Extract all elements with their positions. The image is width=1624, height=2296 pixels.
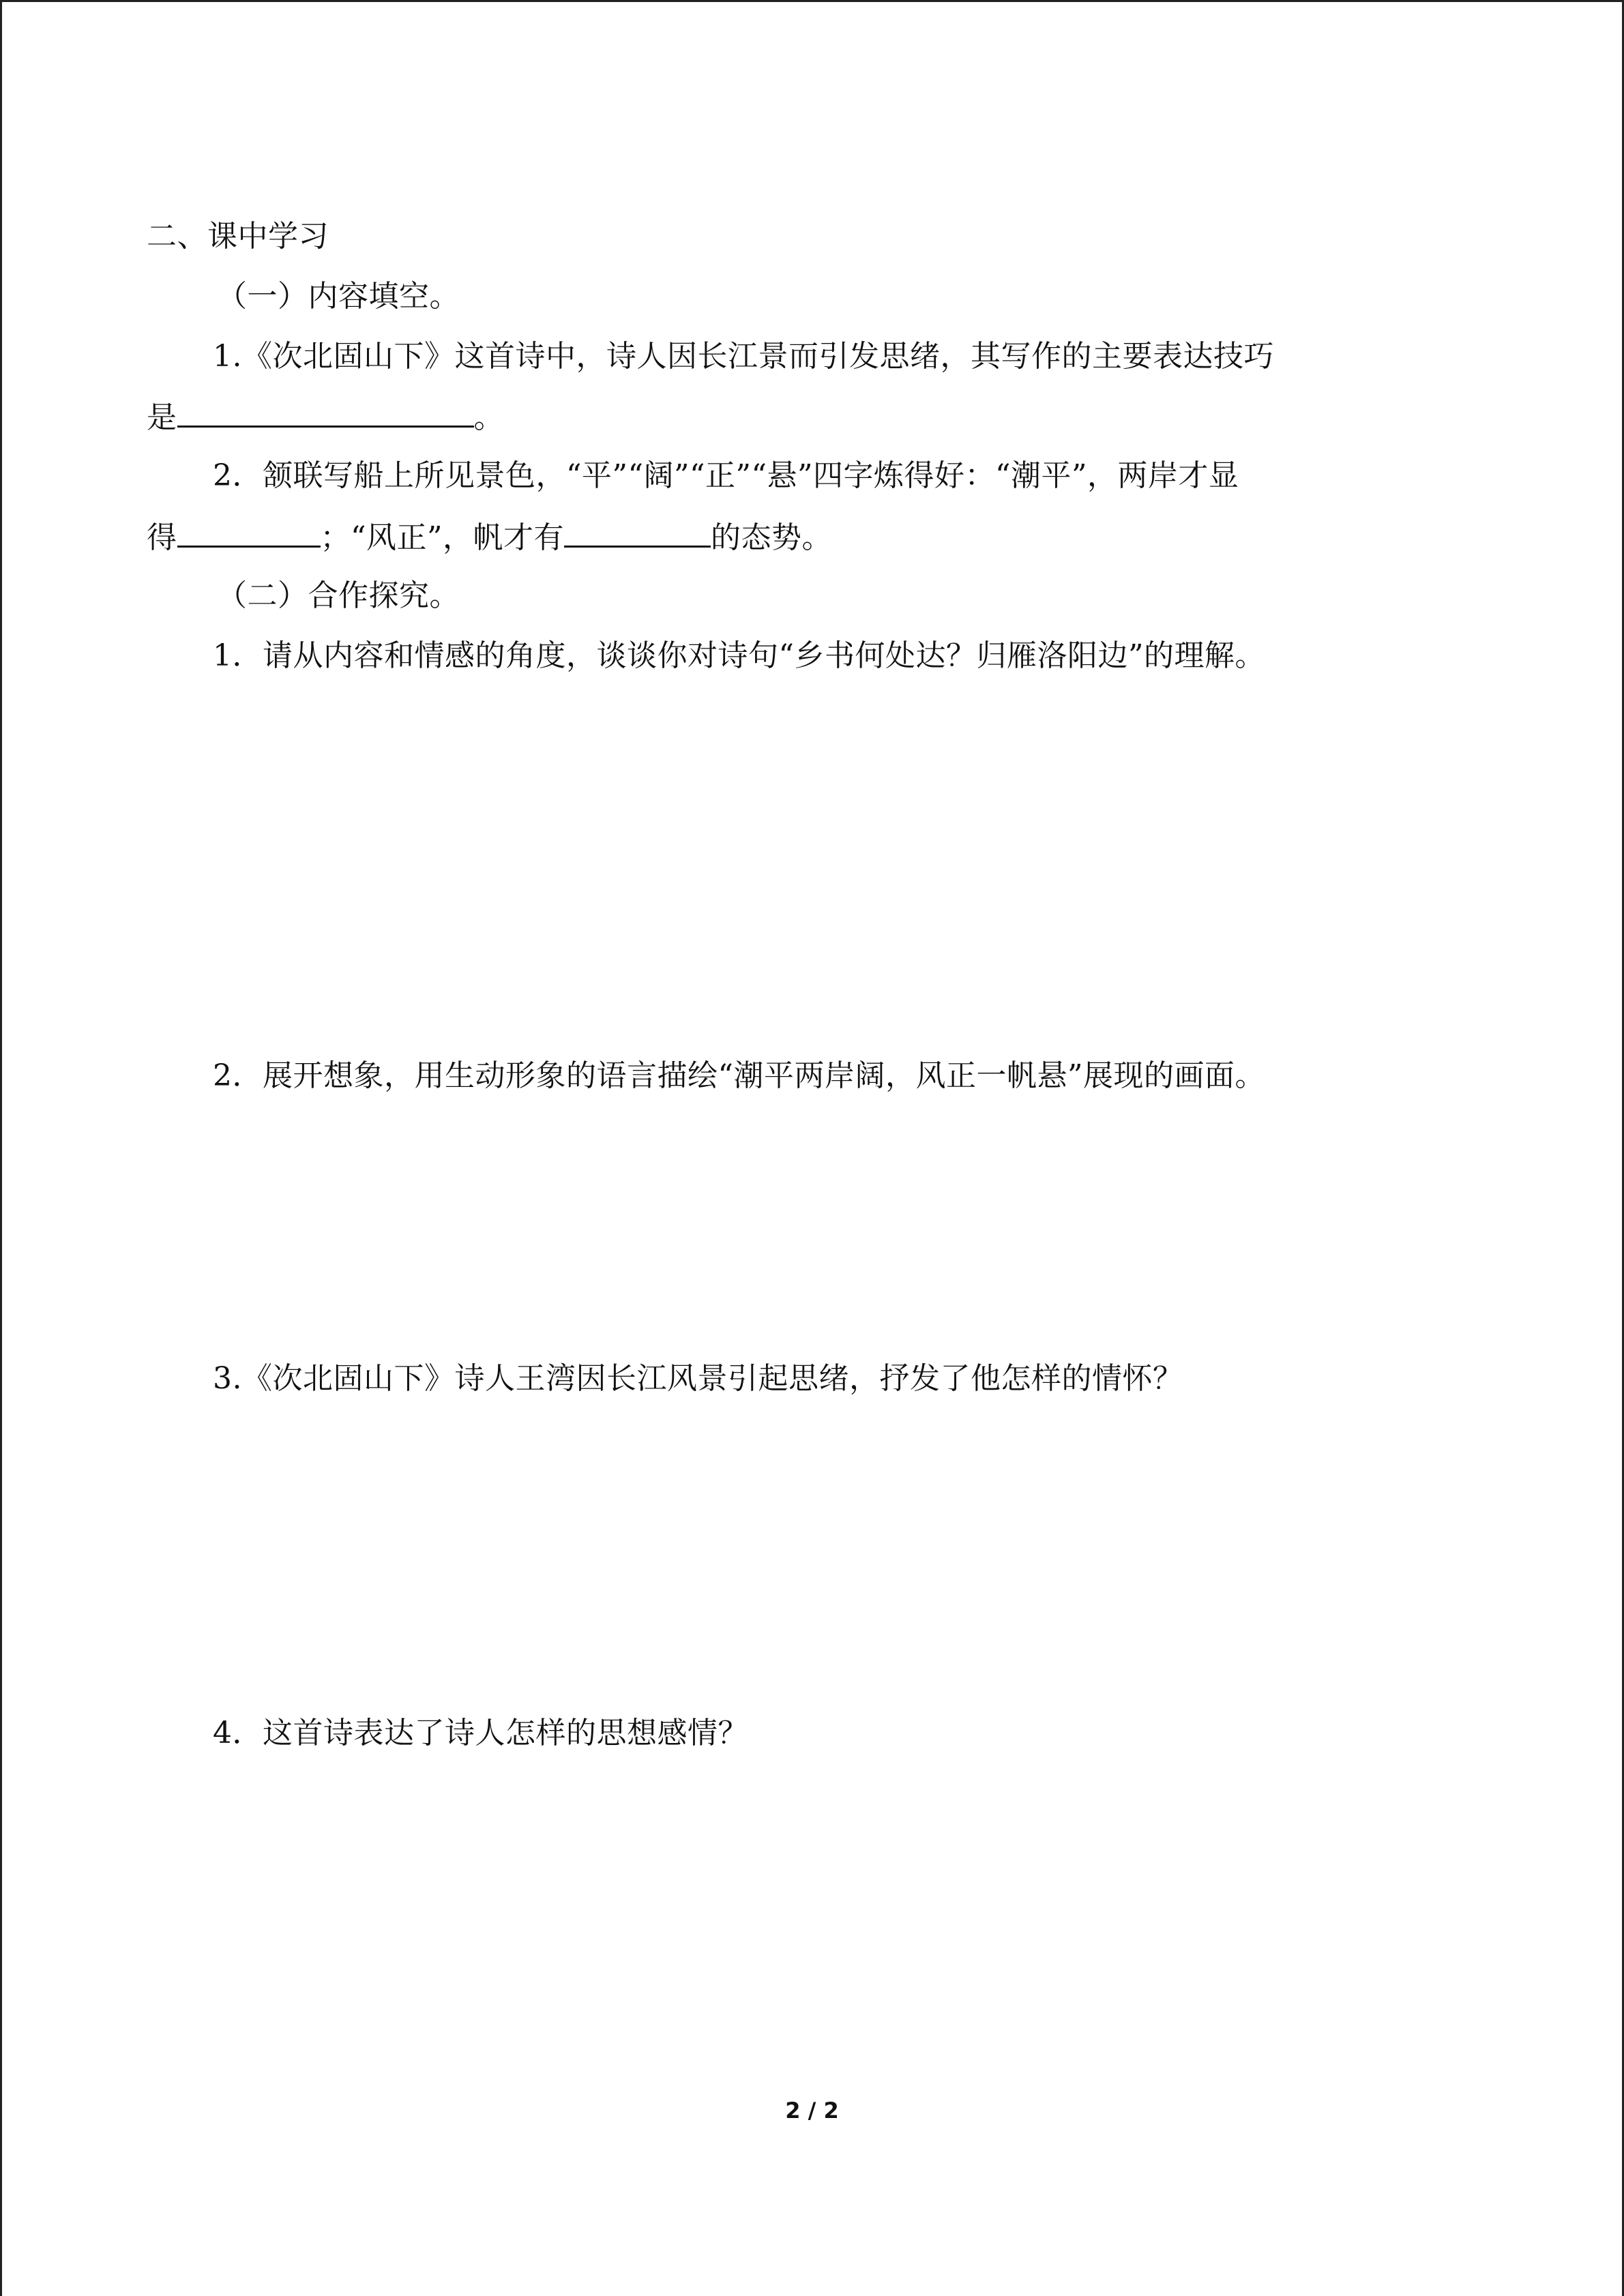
part2-question-4: 4．这首诗表达了诗人怎样的思想感情？ <box>213 1716 748 1750</box>
part1-question-2-line-1: 2．颔联写船上所见景色，“平”“阔”“正”“悬”四字炼得好：“潮平”，两岸才显 <box>213 458 1239 493</box>
q2-middle: ；“风正”，帆才有 <box>320 520 564 555</box>
part1-question-1-line-1: 1.《次北固山下》这首诗中，诗人因长江景而引发思绪，其写作的主要表达技巧 <box>213 339 1274 374</box>
q1-answer-blank[interactable] <box>177 396 474 428</box>
part2-heading: （二）合作探究。 <box>217 578 460 613</box>
page-number: 2 / 2 <box>785 2098 839 2123</box>
q1-prefix: 是 <box>147 400 177 435</box>
q2-answer-blank-2[interactable] <box>564 516 711 548</box>
q2-suffix: 的态势。 <box>711 520 832 555</box>
q2-prefix: 得 <box>147 520 177 555</box>
q2-answer-blank-1[interactable] <box>177 516 321 548</box>
q1-suffix: 。 <box>473 400 504 435</box>
part2-question-2: 2．展开想象，用生动形象的语言描绘“潮平两岸阔，风正一帆悬”展现的画面。 <box>213 1058 1265 1093</box>
part2-question-1: 1．请从内容和情感的角度，谈谈你对诗句“乡书何处达？归雁洛阳边”的理解。 <box>213 638 1265 673</box>
part1-question-2-line-2 <box>147 516 832 558</box>
part2-question-3: 3.《次北固山下》诗人王湾因长江风景引起思绪，抒发了他怎样的情怀？ <box>213 1361 1183 1396</box>
part1-heading: （一）内容填空。 <box>217 279 460 314</box>
part1-question-1-line-2 <box>147 396 504 438</box>
section-title: 二、课中学习 <box>147 219 329 254</box>
